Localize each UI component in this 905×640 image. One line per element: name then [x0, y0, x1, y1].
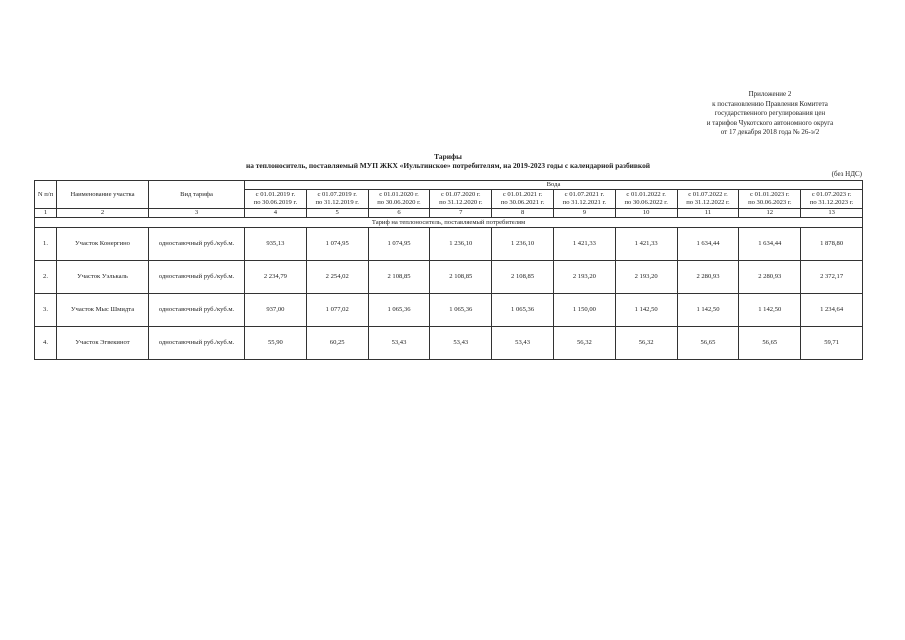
tariff-value: 56,65 [739, 327, 801, 360]
tariff-value: 56,65 [677, 327, 739, 360]
period-from: с 01.07.2019 г. [317, 191, 357, 198]
tariff-value: 53,43 [430, 327, 492, 360]
period-header [677, 190, 739, 209]
period-to: по 31.12.2020 г. [439, 199, 483, 206]
period-to: по 30.06.2022 г. [624, 199, 668, 206]
period-from: с 01.01.2023 г. [750, 191, 790, 198]
column-number: 3 [149, 209, 245, 218]
column-number: 2 [57, 209, 149, 218]
tariff-value: 1 634,44 [677, 228, 739, 261]
row-tariff-type: одноставочный руб./куб.м. [149, 261, 245, 294]
tariff-value: 1 142,50 [677, 294, 739, 327]
column-number: 12 [739, 209, 801, 218]
tariff-value: 1 142,50 [615, 294, 677, 327]
period-from: с 01.07.2023 г. [811, 191, 852, 198]
appendix-reference [620, 90, 905, 138]
table-row [35, 228, 863, 261]
tariff-value: 60,25 [306, 327, 368, 360]
tariff-value: 937,00 [245, 294, 307, 327]
title-line-1: Тарифы [434, 152, 462, 161]
row-number: 2. [35, 261, 57, 294]
column-number: 6 [368, 209, 430, 218]
appendix-line: Приложение 2 [748, 90, 792, 98]
appendix-line: государственного регулирования цен [714, 109, 826, 118]
appendix-line: и тарифов Чукотского автономного округа [706, 118, 834, 127]
table-row [35, 294, 863, 327]
period-to: по 31.12.2021 г. [562, 199, 607, 206]
period-header [739, 190, 801, 209]
period-to: по 30.06.2023 г. [748, 199, 792, 206]
row-number: 1. [35, 228, 57, 261]
column-number: 8 [492, 209, 554, 218]
row-tariff-type: одноставочный руб./куб.м. [149, 327, 245, 360]
row-section-name: Участок Уэлькаль [57, 261, 149, 294]
column-number: 13 [801, 209, 863, 218]
tariff-value: 1 065,36 [430, 294, 492, 327]
title-line-2: на теплоноситель, поставляемый МУП ЖКХ «Иультинское» потребителям, на 2019-2023 годы с календарной разбивкой [245, 161, 651, 170]
tariff-table [34, 180, 863, 360]
period-to: по 31.12.2019 г. [315, 199, 359, 206]
header-num: N п/п [35, 181, 57, 209]
table-row [35, 261, 863, 294]
vat-note: (без НДС) [831, 170, 862, 178]
tariff-value: 2 108,85 [430, 261, 492, 294]
tariff-value: 2 193,20 [553, 261, 615, 294]
period-from: с 01.07.2020 г. [441, 191, 481, 198]
row-section-name: Участок Конергино [57, 228, 149, 261]
period-header [245, 190, 307, 209]
row-number: 3. [35, 294, 57, 327]
tariff-value: 1 065,36 [492, 294, 554, 327]
tariff-value: 1 077,02 [306, 294, 368, 327]
tariff-value: 56,32 [553, 327, 615, 360]
column-number: 11 [677, 209, 739, 218]
period-header [553, 190, 615, 209]
section-title: Тариф на теплоноситель, поставляемый потребителям [35, 218, 863, 228]
tariff-value: 2 193,20 [615, 261, 677, 294]
tariff-value: 1 074,95 [368, 228, 430, 261]
tariff-value: 1 236,10 [492, 228, 554, 261]
tariff-value: 1 421,33 [553, 228, 615, 261]
tariff-value: 935,13 [245, 228, 307, 261]
row-tariff-type: одноставочный руб./куб.м. [149, 228, 245, 261]
period-to: по 31.12.2022 г. [686, 199, 730, 206]
tariff-value: 59,71 [801, 327, 863, 360]
period-from: с 01.07.2022 г. [688, 191, 728, 198]
tariff-value: 1 150,00 [553, 294, 615, 327]
row-section-name: Участок Мыс Шмидта [57, 294, 149, 327]
period-header [430, 190, 492, 209]
row-number: 4. [35, 327, 57, 360]
tariff-value: 2 108,85 [368, 261, 430, 294]
period-from: с 01.01.2019 г. [255, 191, 296, 198]
row-section-name: Участок Эгвекинот [57, 327, 149, 360]
tariff-value: 2 254,02 [306, 261, 368, 294]
tariff-value: 2 372,17 [801, 261, 863, 294]
tariff-value: 2 234,79 [245, 261, 307, 294]
table-row [35, 327, 863, 360]
column-number: 9 [553, 209, 615, 218]
period-to: по 31.12.2023 г. [809, 199, 854, 206]
tariff-value: 1 074,95 [306, 228, 368, 261]
column-number: 7 [430, 209, 492, 218]
period-header [368, 190, 430, 209]
tariff-value: 1 065,36 [368, 294, 430, 327]
period-to: по 30.06.2020 г. [377, 199, 421, 206]
header-tariff-type: Вид тарифа [149, 181, 245, 209]
tariff-value: 56,32 [615, 327, 677, 360]
tariff-value: 55,90 [245, 327, 307, 360]
tariff-value: 1 878,80 [801, 228, 863, 261]
period-from: с 01.01.2022 г. [626, 191, 666, 198]
tariff-value: 2 108,85 [492, 261, 554, 294]
row-tariff-type: одноставочный руб./куб.м. [149, 294, 245, 327]
tariff-value: 1 142,50 [739, 294, 801, 327]
tariff-value: 1 234,64 [801, 294, 863, 327]
period-to: по 30.06.2021 г. [500, 199, 545, 206]
document-title [34, 152, 862, 170]
tariff-value: 53,43 [368, 327, 430, 360]
column-number: 4 [245, 209, 307, 218]
header-section-name: Наименование участка [57, 181, 149, 209]
period-to: по 30.06.2019 г. [253, 199, 298, 206]
column-number: 1 [35, 209, 57, 218]
period-from: с 01.01.2021 г. [502, 191, 543, 198]
tariff-value: 53,43 [492, 327, 554, 360]
appendix-line: к постановлению Правления Комитета [712, 99, 828, 108]
appendix-line: от 17 декабря 2018 года № 26-э/2 [720, 128, 820, 137]
section-title-row [35, 218, 863, 228]
header-water-group: Вода [245, 181, 863, 190]
tariff-value: 1 421,33 [615, 228, 677, 261]
column-number: 10 [615, 209, 677, 218]
tariff-value: 1 634,44 [739, 228, 801, 261]
tariff-value: 2 280,93 [677, 261, 739, 294]
period-header [306, 190, 368, 209]
header-row-group [35, 181, 863, 190]
period-header [801, 190, 863, 209]
period-from: с 01.01.2020 г. [379, 191, 419, 198]
tariff-value: 1 236,10 [430, 228, 492, 261]
period-header [615, 190, 677, 209]
column-number-row [35, 209, 863, 218]
period-from: с 01.07.2021 г. [564, 191, 605, 198]
period-header [492, 190, 554, 209]
tariff-value: 2 280,93 [739, 261, 801, 294]
column-number: 5 [306, 209, 368, 218]
